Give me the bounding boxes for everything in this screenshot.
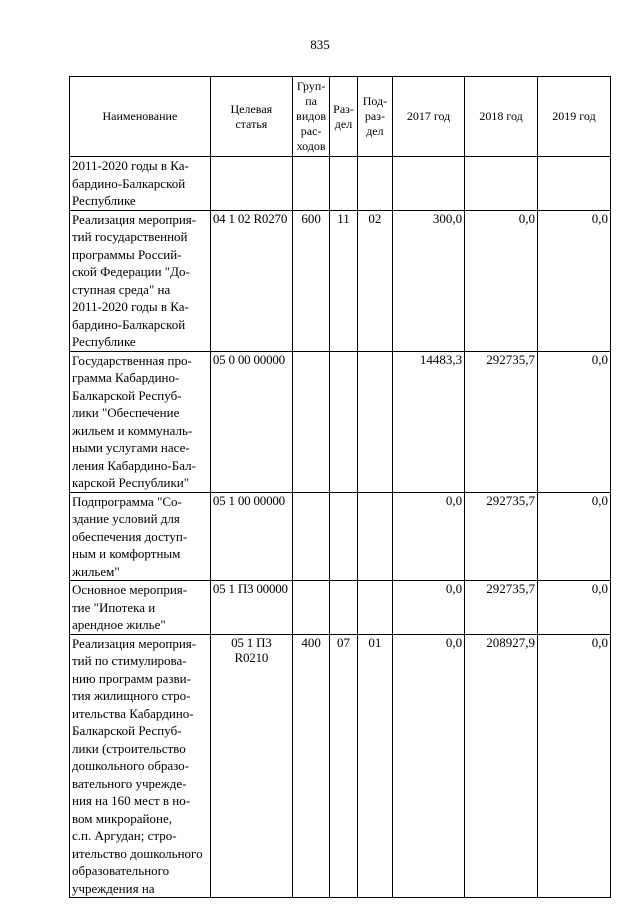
page-number: 835 — [310, 37, 330, 52]
row-section: 11 — [330, 210, 357, 351]
row-2017: 300,0 — [393, 210, 465, 351]
row-2017: 14483,3 — [393, 351, 465, 492]
col-header-2017: 2017 год — [393, 77, 465, 157]
row-name: Основное мероприя- тие "Ипотека и арендное жилье" — [70, 581, 211, 635]
col-header-subsection: Под- раз- дел — [357, 77, 392, 157]
row-2018: 208927,9 — [465, 634, 538, 898]
row-name: 2011-2020 годы в Ка- бардино-Балкарской Республике — [70, 157, 211, 211]
table-row — [70, 581, 611, 635]
row-2019: 0,0 — [538, 210, 611, 351]
row-name: Реализация мероприя- тий по стимулирова- нию программ разви- тия жилищного стро- ительства Кабардино- Балкарской Респуб- лики (строительство дошкольного образо- вательного учрежде- ния на 160 мест в но- вом микрорайоне, с.п. Аргудан; стро- ительство дошкольного образовательного учреждения на — [70, 634, 211, 898]
table-row — [70, 351, 611, 492]
row-target: 05 1 П3 00000 — [210, 581, 292, 635]
row-subsection — [357, 492, 392, 581]
row-2018: 292735,7 — [465, 581, 538, 635]
col-header-section: Раз- дел — [330, 77, 357, 157]
row-name: Государственная про- грамма Кабардино- Балкарской Респуб- лики "Обеспечение жильем и коммуналь- ными услугами насе- ления Кабардино-Бал- карской Республики" — [70, 351, 211, 492]
row-section — [330, 492, 357, 581]
row-name: Реализация мероприя- тий государственной программы Россий- ской Федерации "До- ступная среда" на 2011-2020 годы в Ка- бардино-Балкарской Республике — [70, 210, 211, 351]
table-row — [70, 634, 611, 898]
row-group: 400 — [292, 634, 329, 898]
row-section: 07 — [330, 634, 357, 898]
row-subsection: 02 — [357, 210, 392, 351]
row-2019: 0,0 — [538, 581, 611, 635]
row-subsection — [357, 581, 392, 635]
row-target: 05 1 00 00000 — [210, 492, 292, 581]
row-group: 600 — [292, 210, 329, 351]
col-header-group: Груп- па видов рас- ходов — [292, 77, 329, 157]
row-2019: 0,0 — [538, 351, 611, 492]
table-row — [70, 492, 611, 581]
row-2018: 292735,7 — [465, 492, 538, 581]
col-header-2019: 2019 год — [538, 77, 611, 157]
header-row — [70, 77, 611, 157]
row-2017 — [393, 157, 465, 211]
row-group — [292, 492, 329, 581]
row-name: Подпрограмма "Со- здание условий для обеспечения доступ- ным и комфортным жильем" — [70, 492, 211, 581]
row-2017: 0,0 — [393, 581, 465, 635]
col-header-2018: 2018 год — [465, 77, 538, 157]
row-2018: 292735,7 — [465, 351, 538, 492]
row-group — [292, 157, 329, 211]
row-section — [330, 157, 357, 211]
row-group — [292, 351, 329, 492]
row-subsection: 01 — [357, 634, 392, 898]
row-2018: 0,0 — [465, 210, 538, 351]
budget-table — [69, 76, 611, 898]
row-target: 04 1 02 R0270 — [210, 210, 292, 351]
row-section — [330, 351, 357, 492]
row-target: 05 1 П3 R0210 — [210, 634, 292, 898]
row-2018 — [465, 157, 538, 211]
row-group — [292, 581, 329, 635]
table-row — [70, 157, 611, 211]
col-header-name: Наименование — [70, 77, 211, 157]
row-section — [330, 581, 357, 635]
row-subsection — [357, 157, 392, 211]
row-subsection — [357, 351, 392, 492]
row-target — [210, 157, 292, 211]
row-2019 — [538, 157, 611, 211]
row-2019: 0,0 — [538, 492, 611, 581]
table-row — [70, 210, 611, 351]
col-header-target: Целевая статья — [210, 77, 292, 157]
row-target: 05 0 00 00000 — [210, 351, 292, 492]
row-2017: 0,0 — [393, 492, 465, 581]
row-2017: 0,0 — [393, 634, 465, 898]
row-2019: 0,0 — [538, 634, 611, 898]
